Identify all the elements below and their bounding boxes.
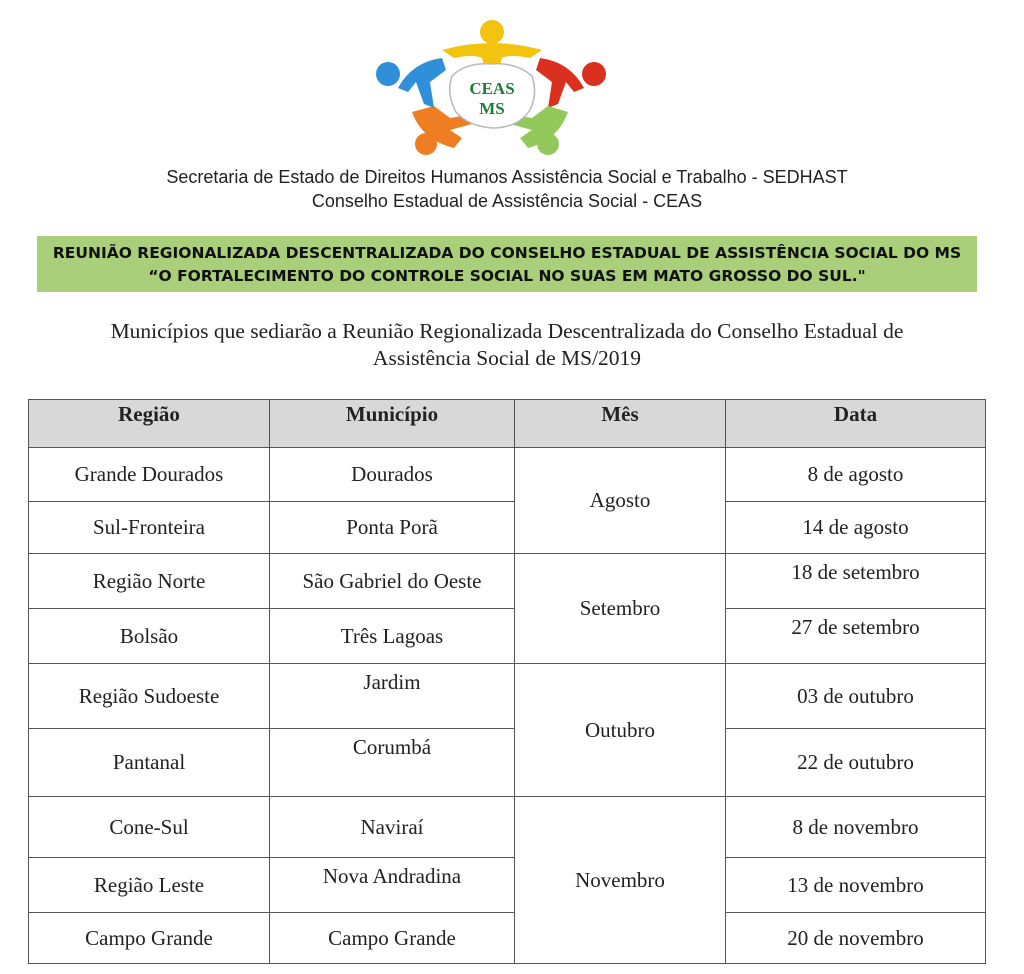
table-row	[29, 729, 986, 797]
cell-regiao: Região Leste	[29, 858, 270, 913]
header-mes: Mês	[515, 400, 726, 448]
cell-municipio: Naviraí	[270, 797, 515, 858]
cell-municipio: Ponta Porã	[270, 502, 515, 554]
logo-text-ms: MS	[479, 99, 505, 118]
cell-regiao: Pantanal	[29, 729, 270, 797]
table-row	[29, 448, 986, 502]
ceas-logo-graphic	[370, 18, 614, 156]
cell-regiao: Grande Dourados	[29, 448, 270, 502]
cell-regiao: Campo Grande	[29, 913, 270, 964]
cell-data: 22 de outubro	[726, 729, 986, 797]
cell-data: 14 de agosto	[726, 502, 986, 554]
cell-mes: Setembro	[515, 554, 726, 664]
ceas-ms-logo	[370, 18, 614, 156]
cell-regiao: Bolsão	[29, 609, 270, 664]
cell-regiao: Sul-Fronteira	[29, 502, 270, 554]
table-row	[29, 913, 986, 964]
meeting-title-banner	[37, 236, 977, 292]
cell-municipio: Jardim	[270, 664, 515, 729]
table-row	[29, 664, 986, 729]
cell-data: 8 de novembro	[726, 797, 986, 858]
cell-data: 20 de novembro	[726, 913, 986, 964]
schedule-table	[28, 399, 986, 964]
cell-municipio: Nova Andradina	[270, 858, 515, 913]
table-row	[29, 797, 986, 858]
cell-municipio: Corumbá	[270, 729, 515, 797]
cell-data: 03 de outubro	[726, 664, 986, 729]
cell-municipio: Dourados	[270, 448, 515, 502]
table-header-row	[29, 400, 986, 448]
cell-regiao: Região Sudoeste	[29, 664, 270, 729]
cell-data: 27 de setembro	[726, 609, 986, 664]
table-row	[29, 609, 986, 664]
table-row	[29, 858, 986, 913]
banner-line-1: REUNIÃO REGIONALIZADA DESCENTRALIZADA DO CONSELHO ESTADUAL DE ASSISTÊNCIA SOCIAL DO MS	[52, 244, 962, 262]
cell-mes: Agosto	[515, 448, 726, 554]
header-regiao: Região	[29, 400, 270, 448]
cell-municipio: Campo Grande	[270, 913, 515, 964]
intro-line-2: Assistência Social de MS/2019	[372, 346, 642, 370]
intro-line-1: Municípios que sediarão a Reunião Regionalizada Descentralizada do Conselho Estadual de	[110, 319, 904, 343]
org-line-secretaria: Secretaria de Estado de Direitos Humanos Assistência Social e Trabalho - SEDHAST	[166, 167, 848, 187]
cell-municipio: Três Lagoas	[270, 609, 515, 664]
table-row	[29, 554, 986, 609]
cell-mes: Outubro	[515, 664, 726, 797]
header-data: Data	[726, 400, 986, 448]
cell-data: 18 de setembro	[726, 554, 986, 609]
intro-paragraph	[40, 318, 974, 372]
cell-municipio: São Gabriel do Oeste	[270, 554, 515, 609]
cell-regiao: Cone-Sul	[29, 797, 270, 858]
header-municipio: Município	[270, 400, 515, 448]
logo-text-ceas: CEAS	[469, 79, 515, 98]
table-row	[29, 502, 986, 554]
cell-mes: Novembro	[515, 797, 726, 964]
cell-data: 8 de agosto	[726, 448, 986, 502]
cell-data: 13 de novembro	[726, 858, 986, 913]
banner-line-2: “O FORTALECIMENTO DO CONTROLE SOCIAL NO SUAS EM MATO GROSSO DO SUL."	[148, 267, 866, 285]
cell-regiao: Região Norte	[29, 554, 270, 609]
org-line-conselho: Conselho Estadual de Assistência Social - CEAS	[311, 191, 703, 211]
